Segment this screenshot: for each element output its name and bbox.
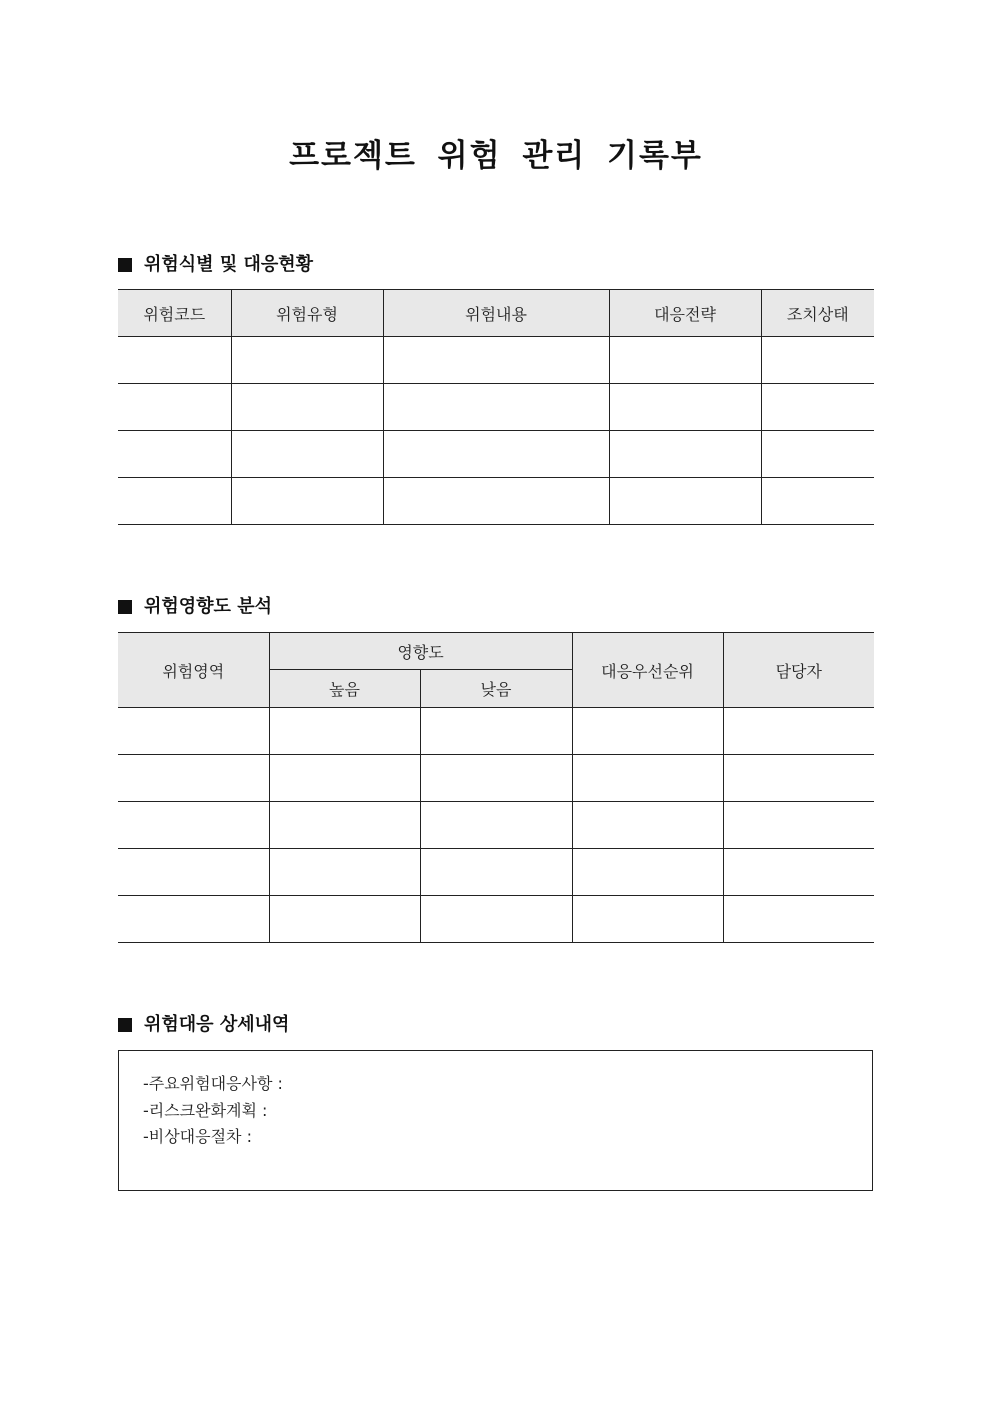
table-cell[interactable] — [383, 478, 609, 525]
table-row — [118, 431, 874, 478]
table-cell[interactable] — [118, 478, 231, 525]
table-cell[interactable] — [572, 896, 723, 943]
header-risk-code: 위험코드 — [118, 290, 231, 337]
table-cell[interactable] — [118, 708, 269, 755]
table-cell[interactable] — [420, 896, 572, 943]
table-cell[interactable] — [118, 849, 269, 896]
table-cell[interactable] — [723, 849, 874, 896]
table-cell[interactable] — [723, 802, 874, 849]
table-cell[interactable] — [723, 708, 874, 755]
section-heading-risk-identification — [118, 253, 313, 277]
square-bullet-icon — [118, 600, 132, 614]
detail-line-main-response: -주요위험대응사항 : — [143, 1074, 283, 1093]
square-bullet-icon — [118, 258, 132, 272]
table-cell[interactable] — [420, 708, 572, 755]
table-cell[interactable] — [420, 755, 572, 802]
table-cell[interactable] — [609, 337, 761, 384]
table-cell[interactable] — [231, 337, 383, 384]
detail-line-emergency-procedure: -비상대응절차 : — [143, 1127, 252, 1146]
table-cell[interactable] — [609, 431, 761, 478]
table-row — [118, 802, 874, 849]
table-cell[interactable] — [118, 755, 269, 802]
table-cell[interactable] — [231, 431, 383, 478]
table-cell[interactable] — [761, 337, 874, 384]
table-cell[interactable] — [269, 755, 420, 802]
table-cell[interactable] — [383, 431, 609, 478]
table-cell[interactable] — [420, 802, 572, 849]
header-impact: 영향도 — [269, 633, 572, 670]
table-cell[interactable] — [609, 384, 761, 431]
section-heading-risk-impact — [118, 595, 272, 619]
table-cell[interactable] — [231, 478, 383, 525]
header-response-priority: 대응우선순위 — [572, 633, 723, 708]
table-cell[interactable] — [269, 849, 420, 896]
table-cell[interactable] — [761, 478, 874, 525]
table-cell[interactable] — [231, 384, 383, 431]
table-cell[interactable] — [269, 896, 420, 943]
table-cell[interactable] — [118, 384, 231, 431]
table-cell[interactable] — [572, 802, 723, 849]
square-bullet-icon — [118, 1018, 132, 1032]
table-cell[interactable] — [269, 802, 420, 849]
risk-identification-table — [118, 289, 874, 525]
table-cell[interactable] — [572, 708, 723, 755]
table-cell[interactable] — [572, 849, 723, 896]
table-row — [118, 896, 874, 943]
table-cell[interactable] — [118, 802, 269, 849]
table-cell[interactable] — [609, 478, 761, 525]
table-cell[interactable] — [761, 384, 874, 431]
table-cell[interactable] — [761, 431, 874, 478]
section-heading-response-details — [118, 1013, 289, 1037]
section-heading-label: 위험영향도 분석 — [144, 596, 272, 617]
table-cell[interactable] — [269, 708, 420, 755]
table-cell[interactable] — [118, 431, 231, 478]
table-cell[interactable] — [383, 384, 609, 431]
table-cell[interactable] — [572, 755, 723, 802]
table-row — [118, 849, 874, 896]
header-risk-content: 위험내용 — [383, 290, 609, 337]
table-row — [118, 337, 874, 384]
page-title: 프로젝트 위험 관리 기록부 — [289, 138, 703, 174]
header-owner: 담당자 — [723, 633, 874, 708]
table-cell[interactable] — [723, 755, 874, 802]
detail-line-mitigation-plan: -리스크완화계획 : — [143, 1100, 268, 1120]
header-risk-type: 위험유형 — [231, 290, 383, 337]
header-action-status: 조치상태 — [761, 290, 874, 337]
header-response-strategy: 대응전략 — [609, 290, 761, 337]
table-cell[interactable] — [420, 849, 572, 896]
table-cell[interactable] — [118, 337, 231, 384]
header-impact-high: 높음 — [269, 670, 420, 708]
risk-impact-table — [118, 632, 874, 943]
section-heading-label: 위험식별 및 대응현황 — [144, 254, 314, 275]
table-row — [118, 478, 874, 525]
table-row — [118, 384, 874, 431]
table-row — [118, 755, 874, 802]
response-details-box[interactable] — [118, 1050, 873, 1191]
header-risk-area: 위험영역 — [118, 633, 269, 708]
section-heading-label: 위험대응 상세내역 — [144, 1014, 290, 1035]
table-cell[interactable] — [383, 337, 609, 384]
table-cell[interactable] — [723, 896, 874, 943]
header-impact-low: 낮음 — [420, 670, 572, 708]
table-row — [118, 708, 874, 755]
table-cell[interactable] — [118, 896, 269, 943]
